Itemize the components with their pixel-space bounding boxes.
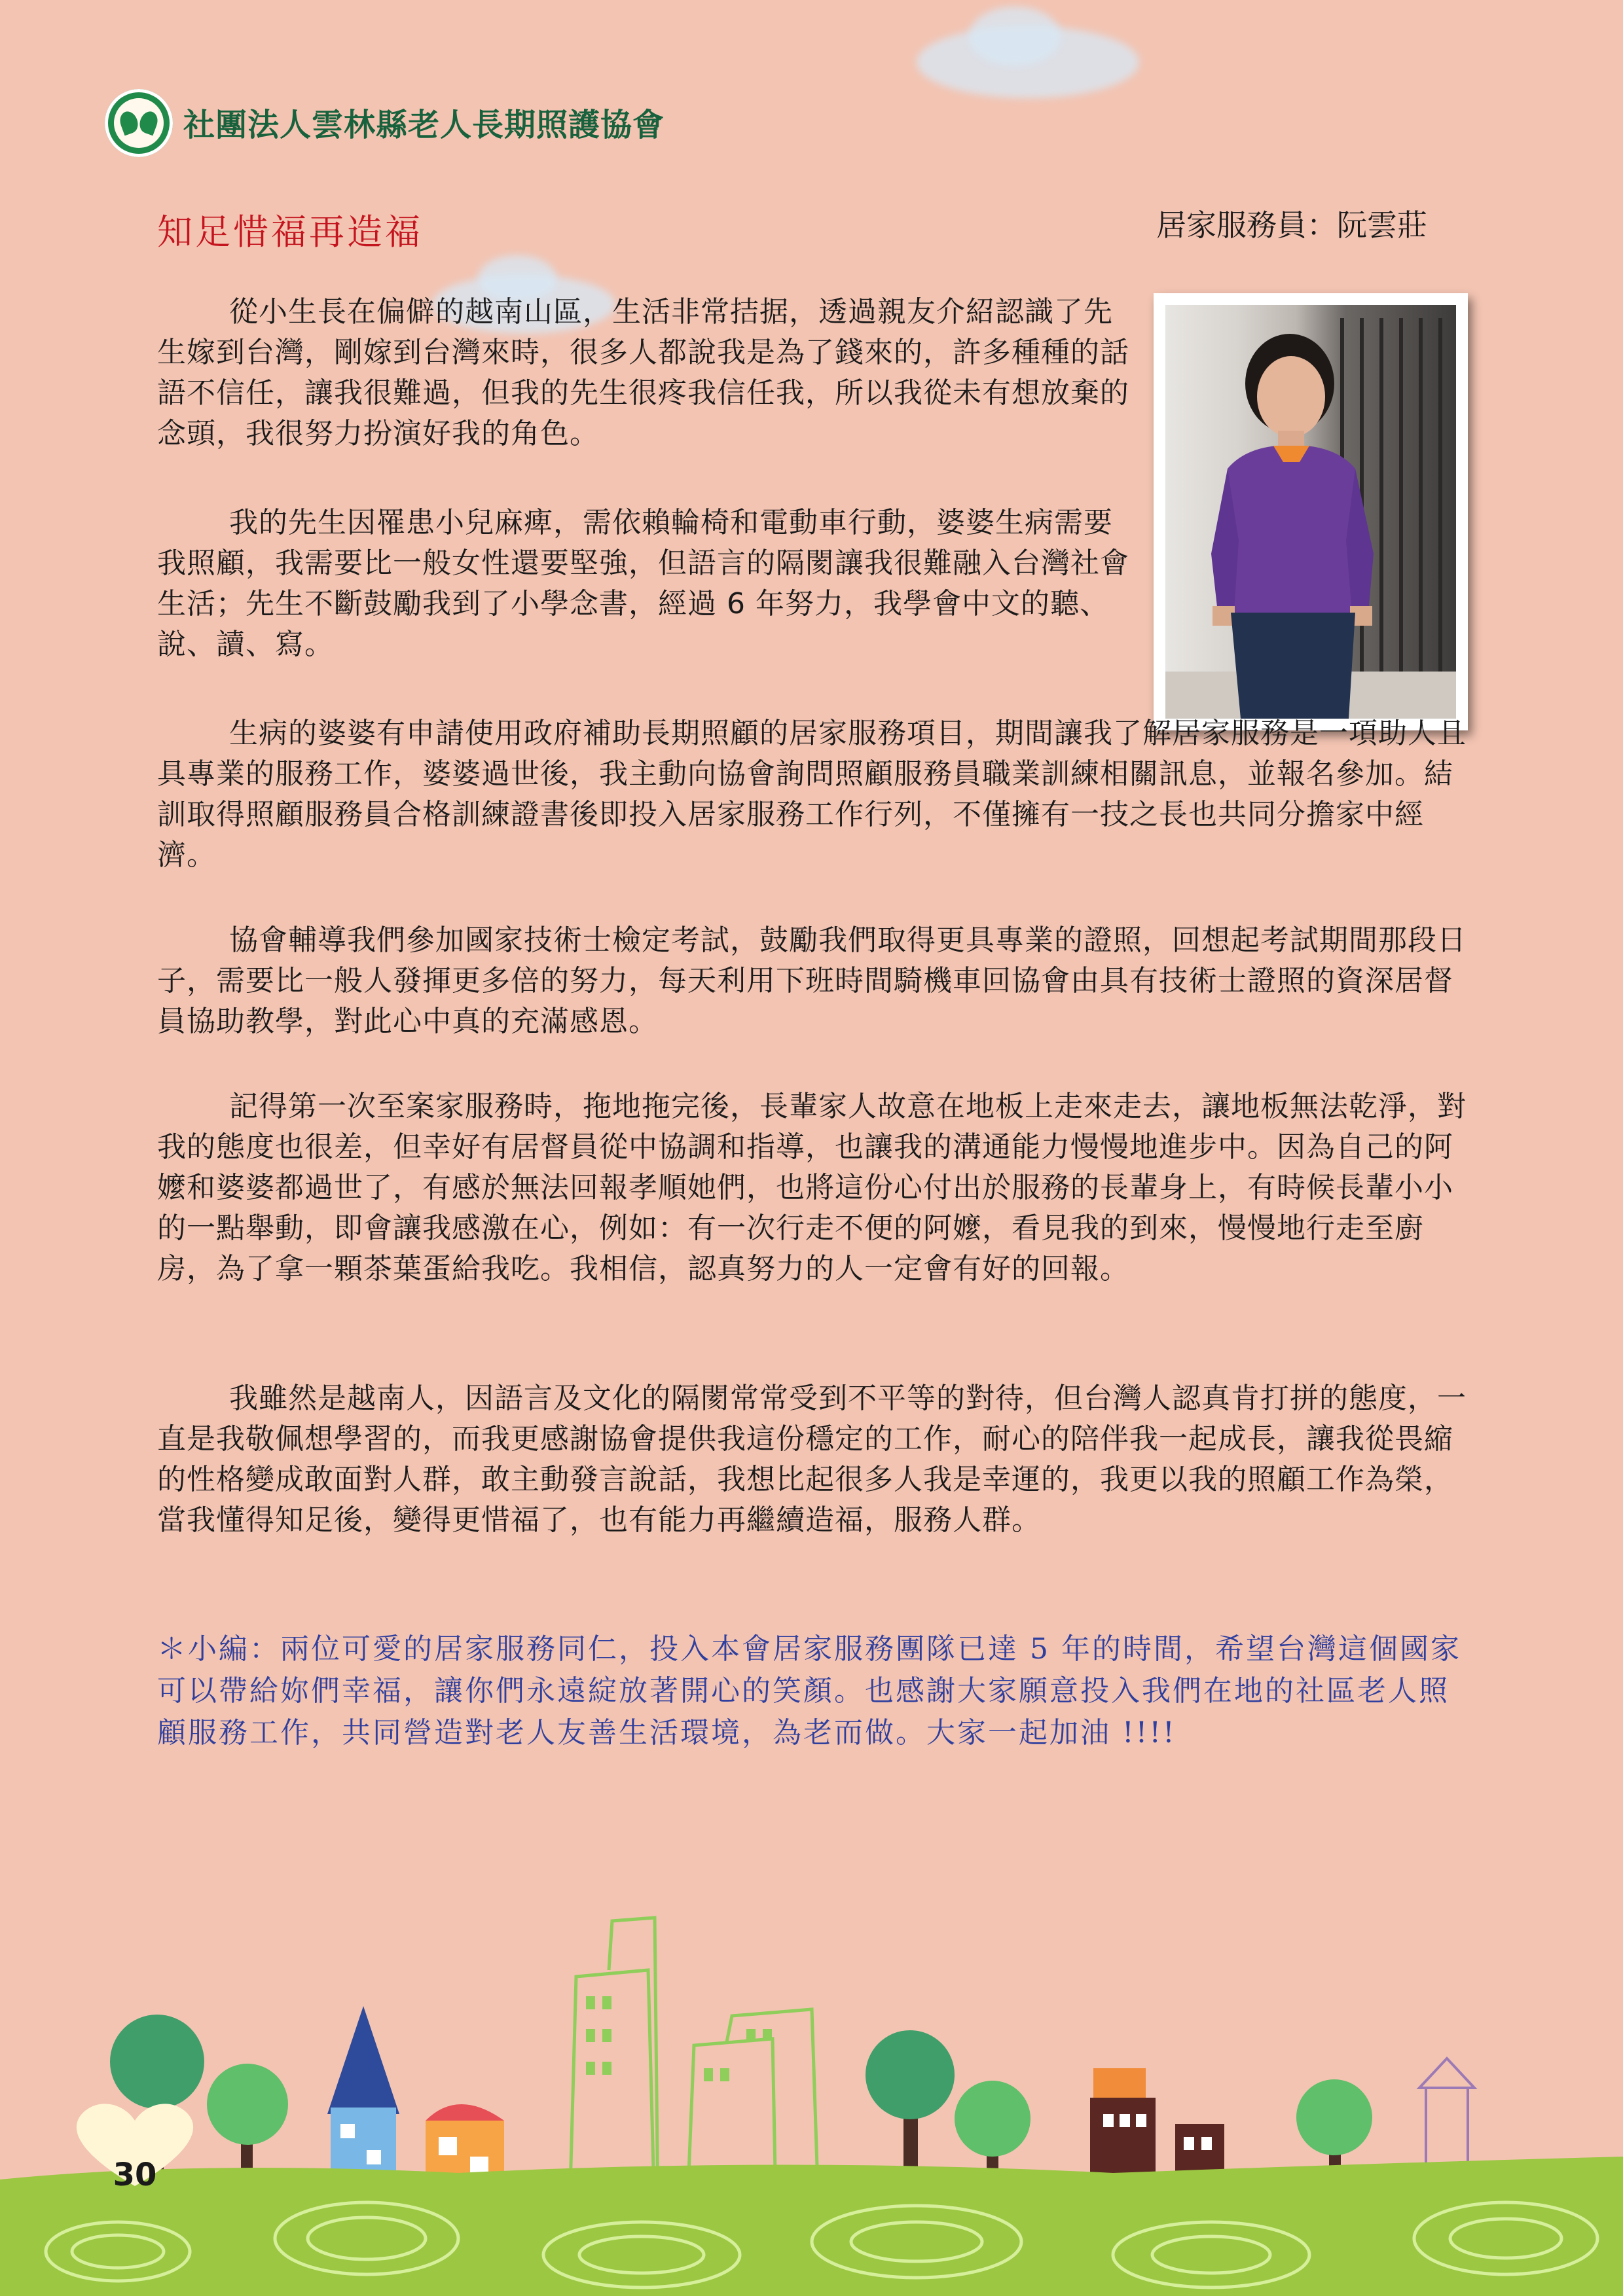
article-paragraph-4: 協會輔導我們參加國家技術士檢定考試，鼓勵我們取得更具專業的證照，回想起考試期間那段日子，需要比一般人發揮更多倍的努力，每天利用下班時間騎機車回協會由具有技術士證照的資深居督員協助教學，對此心中真的充滿感恩。 [157,924,1467,1038]
portrait-photo [1154,293,1468,730]
article-paragraph-3: 生病的婆婆有申請使用政府補助長期照顧的居家服務項目，期間讓我了解居家服務是一項助人且具專業的服務工作，婆婆過世後，我主動向協會詢問照顧服務員職業訓練相關訊息，並報名參加。結訓取得照顧服務員合格訓練證書後即投入居家服務工作行列，不僅擁有一技之長也共同分擔家中經濟。 [157,717,1467,872]
article-paragraph-5: 記得第一次至案家服務時，拖地拖完後，長輩家人故意在地板上走來走去，讓地板無法乾淨，對我的態度也很差，但幸好有居督員從中協調和指導，也讓我的溝通能力慢慢地進步中。因為自己的阿嬤和婆婆都過世了，有感於無法回報孝順她們，也將這份心付出於服務的長輩身上，有時候長輩小小的一點舉動，即會讓我感激在心，例如：有一次行走不便的阿嬤，看見我的到來，慢慢地行走至廚房，為了拿一顆茶葉蛋給我吃。我相信，認真努力的人一定會有好的回報。 [157,1090,1467,1285]
article-paragraph-1: 從小生長在偏僻的越南山區，生活非常拮据，透過親友介紹認識了先生嫁到台灣，剛嫁到台灣來時，很多人都說我是為了錢來的，許多種種的話語不信任，讓我很難過，但我的先生很疼我信任我，所以我從未有想放棄的念頭，我很努力扮演好我的角色。 [157,295,1129,450]
portrait-illustration [1165,305,1456,719]
town-illustration [0,1898,1623,2296]
organization-name: 社團法人雲林縣老人長期照護協會 [183,107,665,143]
organization-logo-icon [105,89,173,157]
article-paragraph-6: 我雖然是越南人，因語言及文化的隔閡常常受到不平等的對待，但台灣人認真肯打拼的態度，一直是我敬佩想學習的，而我更感謝協會提供我這份穩定的工作，耐心的陪伴我一起成長，讓我從畏縮的性格變成敢面對人群，敢主動發言說話，我想比起很多人我是幸運的，我更以我的照顧工作為榮，當我懂得知足後，變得更惜福了，也有能力再繼續造福，服務人群。 [157,1382,1467,1537]
cloud-decoration [969,7,1061,65]
page-number: 30 [113,2157,157,2193]
editor-note: ＊小編：兩位可愛的居家服務同仁，投入本會居家服務團隊已達 5 年的時間，希望台灣這個國家可以帶給妳們幸福，讓你們永遠綻放著開心的笑顏。也感謝大家願意投入我們在地的社區老人照顧服務工作，共同營造對老人友善生活環境，為老而做。大家一起加油 !!!! [157,1632,1461,1749]
article-title: 知足惜福再造福 [157,211,423,253]
author-byline: 居家服務員：阮雲莊 [1156,207,1427,243]
article-paragraph-2: 我的先生因罹患小兒麻痺，需依賴輪椅和電動車行動，婆婆生病需要我照顧，我需要比一般女性還要堅強，但語言的隔閡讓我很難融入台灣社會生活；先生不斷鼓勵我到了小學念書，經過 6 年努力，我學會中文的聽、說、讀、寫。 [157,506,1129,661]
portrait-image [1165,305,1456,719]
